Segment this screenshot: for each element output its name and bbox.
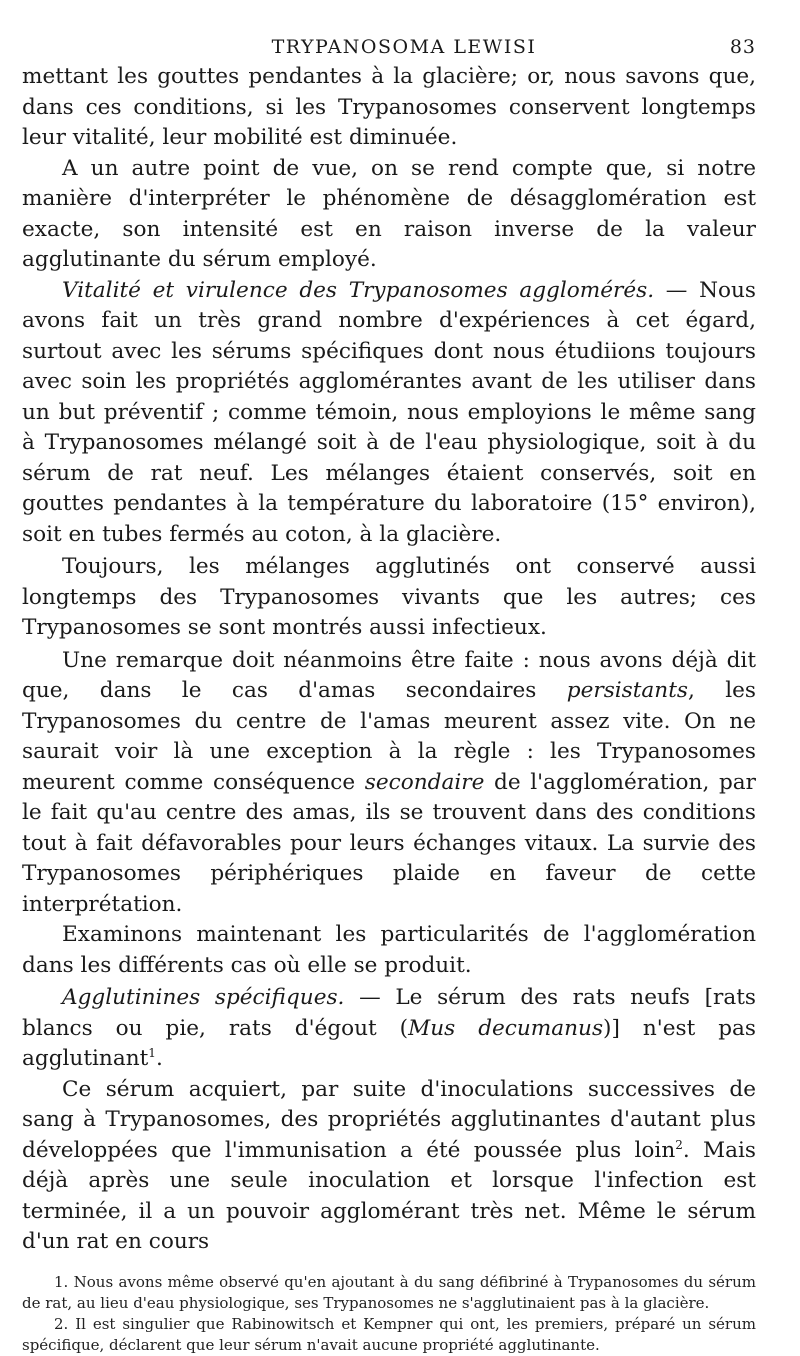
section-heading-vitalite: Vitalité et virulence des Trypanosomes agglomérés. [62,277,655,303]
emphasis-persistants: persistants [566,678,688,703]
paragraph-3 [22,276,756,551]
emphasis-mus-decumanus: Mus decumanus [408,1015,604,1041]
paragraph-7 [22,983,756,1075]
paragraph-7-c: . [155,1046,163,1071]
paragraph-6: Examinons maintenant les particularités de l'agglomération dans les différents cas où elle se produit. [22,922,756,978]
paragraph-7-b: )] n'est pas agglutinant [22,1015,756,1071]
emphasis-secondaire: secondaire [364,769,485,795]
body-text [22,62,756,1258]
paragraph-7-a: — Le sérum des rats neufs [rats blancs ou pie, rats d'égout ( [22,985,757,1041]
paragraph-3-text: — Nous avons fait un très grand nombre d'expériences à cet égard, surtout avec les sérums spécifiques dont nous étudiions toujours avec soin les propriétés agglomérantes avant de les utiliser dans un but préventif ; comme témoin, nous employions le même sang à Trypanosomes mélangé soit à de l'eau physiologique, soit à du sérum de rat neuf. Les mélanges étaient conservés, soit en gouttes pendantes à la température du laboratoire (15° environ), soit en tubes fermés au coton, à la glacière. [22,277,756,547]
footnote-2: 2. Il est singulier que Rabinowitsch et Kempner qui ont, les premiers, préparé un sérum spécifique, déclarent que leur sérum n'avait aucune propriété agglutinante. [22,1314,756,1354]
footnote-ref-1[interactable]: 1 [148,1045,156,1060]
section-heading-agglutinines: Agglutinines spécifiques. [62,985,345,1010]
page-header [22,28,756,62]
paragraph-5-c: de l'agglomération, par le fait qu'au centre des amas, ils se trouvent dans des conditions tout à fait défavorables pour leurs échanges vitaux. La survie des Trypanosomes périphériques plaide en faveur de cette interprétation. [22,769,757,917]
page-number: 83 [729,36,756,58]
paragraph-5-a: Une remarque doit néanmoins être faite : nous avons déjà dit que, dans le cas d'amas secondaires [22,647,756,703]
footnote-ref-2[interactable]: 2 [675,1137,683,1152]
footnote-1: 1. Nous avons même observé qu'en ajoutant à du sang défibriné à Trypanosomes du sérum de rat, au lieu d'eau physiologique, ses Trypanosomes ne s'agglutinaient pas à la glacière. [22,1272,756,1312]
running-title: TRYPANOSOMA LEWISI [271,36,537,58]
paragraph-5 [22,646,756,921]
paragraph-5-b: , les Trypanosomes du centre de l'amas meurent assez vite. On ne saurait voir là une exception à la règle : les Trypanosomes meurent comme conséquence [22,678,756,795]
paragraph-4: Toujours, les mélanges agglutinés ont conservé aussi longtemps des Trypanosomes vivants que les autres; ces Trypanosomes se sont montrés aussi infectieux. [22,554,756,640]
footnotes [22,1272,756,1356]
paragraph-1: mettant les gouttes pendantes à la glacière; or, nous savons que, dans ces conditions, si les Trypanosomes conservent longtemps leur vitalité, leur mobilité est diminuée. [22,64,756,150]
paragraph-2: A un autre point de vue, on se rend compte que, si notre manière d'interpréter le phénomène de désagglomération est exacte, son intensité est en raison inverse de la valeur agglutinante du sérum employé. [22,155,756,272]
paragraph-8 [22,1075,756,1258]
paragraph-8-b: . Mais déjà après une seule inoculation et lorsque l'infection est terminée, il a un pouvoir agglomérant très net. Même le sérum d'un rat en cours [22,1137,757,1254]
paragraph-8-a: Ce sérum acquiert, par suite d'inoculations successives de sang à Trypanosomes, des propriétés agglutinantes d'autant plus développées que l'immunisation a été poussée plus loin [22,1076,756,1163]
